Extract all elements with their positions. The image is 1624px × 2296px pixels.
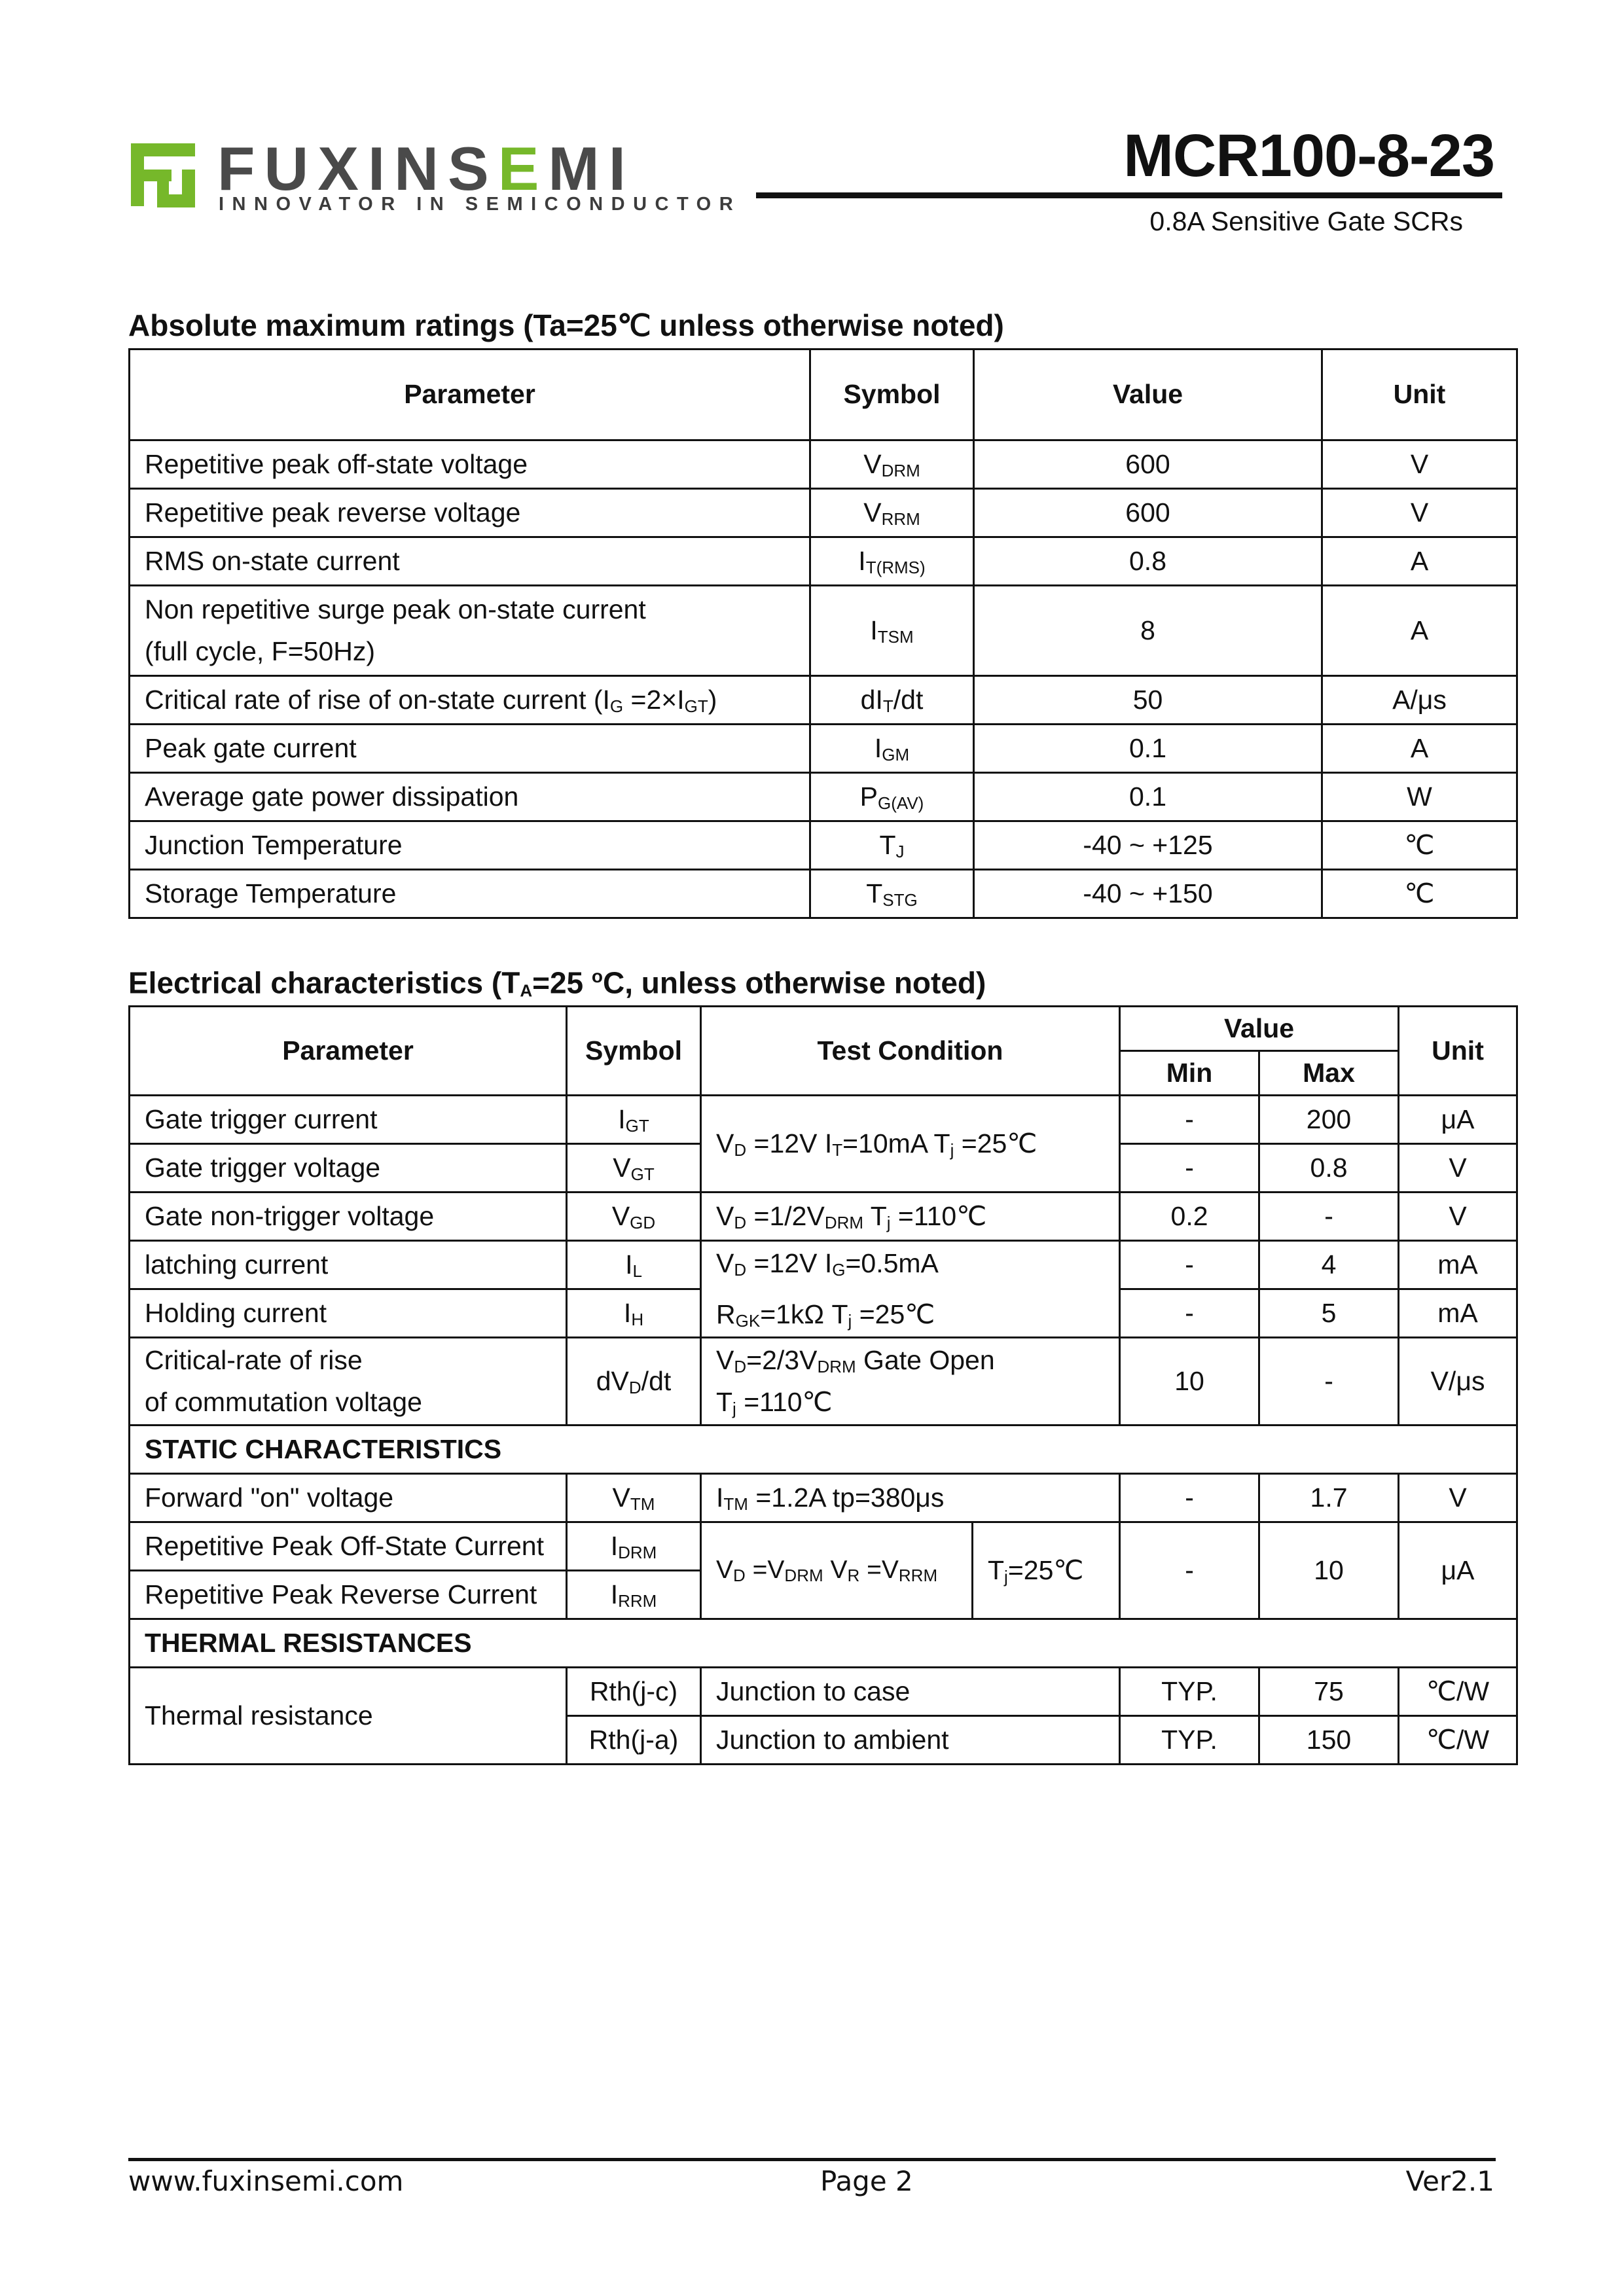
param-cell: Gate trigger current: [130, 1096, 567, 1144]
param-cell: Non repetitive surge peak on-state current (full cycle, F=50Hz): [130, 586, 810, 676]
condition-cell: $V_D =V_{DRM}$ $V_R =V_{RRM}$: [701, 1522, 973, 1619]
static-characteristics-heading: STATIC CHARACTERISTICS: [130, 1426, 1517, 1474]
symbol-cell: Rth(j-c): [567, 1668, 701, 1716]
unit-cell: μA: [1399, 1522, 1517, 1619]
symbol-cell: $I_H$: [567, 1289, 701, 1338]
symbol-cell: $V_{DRM}$: [810, 440, 974, 489]
symbol-cell: $I_L$: [567, 1241, 701, 1289]
footer-rule: [128, 2158, 1496, 2161]
unit-cell: W: [1322, 773, 1517, 821]
value-cell: 50: [974, 676, 1322, 725]
symbol-cell: $I_{GT}$: [567, 1096, 701, 1144]
section-row: [130, 1426, 1517, 1474]
param-cell: latching current: [130, 1241, 567, 1289]
max-cell: -: [1259, 1338, 1399, 1426]
col-header-max: Max: [1259, 1051, 1399, 1096]
temperature-cell: $T_j=25℃$: [973, 1522, 1120, 1619]
condition-cell: Junction to case: [701, 1668, 1120, 1716]
value-cell: 0.8: [974, 537, 1322, 586]
unit-cell: V: [1322, 489, 1517, 537]
unit-cell: ℃/W: [1399, 1668, 1517, 1716]
value-cell: 600: [974, 440, 1322, 489]
value-cell: -40 ~ +125: [974, 821, 1322, 870]
table-row: [130, 870, 1517, 918]
value-cell: 600: [974, 489, 1322, 537]
elec-table: [128, 1005, 1518, 1765]
param-cell: Holding current: [130, 1289, 567, 1338]
table-row: [130, 1193, 1517, 1241]
symbol-cell: $dI_T/dt$: [810, 676, 974, 725]
table-row: [130, 1096, 1517, 1144]
part-subtitle: 0.8A Sensitive Gate SCRs: [1149, 206, 1463, 236]
elec-title: Electrical characteristics ($T_A=25$ $^o$C, unless otherwise noted): [128, 965, 986, 1001]
min-cell: -: [1120, 1522, 1259, 1619]
header-rule: [756, 192, 1502, 198]
symbol-cell: $I_{RRM}$: [567, 1571, 701, 1619]
condition-cell: $V_D =12V$ $I_T=10mA$ $T_j$ =25℃: [701, 1096, 1120, 1193]
unit-cell: A: [1322, 537, 1517, 586]
max-cell: 75: [1259, 1668, 1399, 1716]
param-cell: Peak gate current: [130, 725, 810, 773]
symbol-cell: $V_{GD}$: [567, 1193, 701, 1241]
table-row: [130, 1338, 1517, 1426]
symbol-cell: $V_{TM}$: [567, 1474, 701, 1522]
unit-cell: V: [1322, 440, 1517, 489]
min-cell: -: [1120, 1474, 1259, 1522]
min-cell: -: [1120, 1144, 1259, 1193]
table-row: [130, 1668, 1517, 1716]
param-cell: Gate non-trigger voltage: [130, 1193, 567, 1241]
abs-max-title: Absolute maximum ratings (Ta=25℃ unless otherwise noted): [128, 308, 1004, 342]
col-header-condition: Test Condition: [701, 1007, 1120, 1096]
value-cell: 8: [974, 586, 1322, 676]
col-header-value: Value: [1120, 1007, 1399, 1051]
table-header-row: [130, 350, 1517, 440]
unit-cell: A: [1322, 586, 1517, 676]
symbol-cell: Rth(j-a): [567, 1716, 701, 1765]
min-cell: TYP.: [1120, 1668, 1259, 1716]
symbol-cell: $I_{TSM}$: [810, 586, 974, 676]
max-cell: 0.8: [1259, 1144, 1399, 1193]
param-cell: Forward "on" voltage: [130, 1474, 567, 1522]
footer-website[interactable]: www.fuxinsemi.com: [128, 2165, 404, 2197]
table-header-row: [130, 1007, 1517, 1051]
param-cell: Gate trigger voltage: [130, 1144, 567, 1193]
symbol-cell: $dV_D/dt$: [567, 1338, 701, 1426]
symbol-cell: $V_{GT}$: [567, 1144, 701, 1193]
value-cell: 0.1: [974, 773, 1322, 821]
symbol-cell: $P_{G(AV)}$: [810, 773, 974, 821]
value-cell: -40 ~ +150: [974, 870, 1322, 918]
symbol-cell: $I_{T(RMS)}$: [810, 537, 974, 586]
thermal-resistances-heading: THERMAL RESISTANCES: [130, 1619, 1517, 1668]
unit-cell: V/μs: [1399, 1338, 1517, 1426]
brand-name: FUXINSEMI: [217, 134, 635, 203]
condition-cell: $V_D =12V$ $I_G=0.5mA$ $R_{GK}=1k\Omega$ $T_j$ =25℃: [701, 1241, 1120, 1338]
min-cell: -: [1120, 1241, 1259, 1289]
unit-cell: V: [1399, 1144, 1517, 1193]
col-header-min: Min: [1120, 1051, 1259, 1096]
min-cell: -: [1120, 1096, 1259, 1144]
condition-cell: $V_D =1/2V_{DRM}$ $T_j$ =110℃: [701, 1193, 1120, 1241]
param-cell: Critical-rate of rise of commutation voltage: [130, 1338, 567, 1426]
unit-cell: ℃: [1322, 870, 1517, 918]
unit-cell: A: [1322, 725, 1517, 773]
unit-cell: A/μs: [1322, 676, 1517, 725]
max-cell: 200: [1259, 1096, 1399, 1144]
table-row: [130, 725, 1517, 773]
col-header-unit: Unit: [1399, 1007, 1517, 1096]
section-row: [130, 1619, 1517, 1668]
part-number: MCR100-8-23: [1123, 122, 1494, 189]
max-cell: 150: [1259, 1716, 1399, 1765]
table-row: [130, 1474, 1517, 1522]
param-cell: RMS on-state current: [130, 537, 810, 586]
min-cell: TYP.: [1120, 1716, 1259, 1765]
table-row: [130, 1522, 1517, 1571]
unit-cell: V: [1399, 1474, 1517, 1522]
footer-page-number: Page 2: [820, 2165, 913, 2197]
unit-cell: ℃/W: [1399, 1716, 1517, 1765]
col-header-symbol: Symbol: [810, 350, 974, 440]
param-cell: Critical rate of rise of on-state current $(I_G =2\times I_{GT})$: [130, 676, 810, 725]
table-row: [130, 586, 1517, 676]
logo-mark-icon: [131, 143, 203, 209]
table-row: [130, 489, 1517, 537]
col-header-parameter: Parameter: [130, 350, 810, 440]
col-header-value: Value: [974, 350, 1322, 440]
col-header-parameter: Parameter: [130, 1007, 567, 1096]
table-row: [130, 1241, 1517, 1289]
symbol-cell: $I_{DRM}$: [567, 1522, 701, 1571]
table-row: [130, 676, 1517, 725]
symbol-cell: $T_J$: [810, 821, 974, 870]
min-cell: 10: [1120, 1338, 1259, 1426]
table-row: [130, 821, 1517, 870]
param-cell: Thermal resistance: [130, 1668, 567, 1765]
condition-cell: $V_D=2/3V_{DRM}$ Gate Open $T_j$ =110℃: [701, 1338, 1120, 1426]
condition-cell: Junction to ambient: [701, 1716, 1120, 1765]
condition-cell: $I_{TM} =1.2A$ tp=380μs: [701, 1474, 1120, 1522]
param-cell: Storage Temperature: [130, 870, 810, 918]
footer-version: Ver2.1: [1405, 2165, 1494, 2197]
param-cell: Repetitive peak off-state voltage: [130, 440, 810, 489]
table-row: [130, 773, 1517, 821]
param-cell: Junction Temperature: [130, 821, 810, 870]
max-cell: -: [1259, 1193, 1399, 1241]
brand-tagline: INNOVATOR IN SEMICONDUCTOR: [219, 194, 742, 215]
param-cell: Repetitive peak reverse voltage: [130, 489, 810, 537]
max-cell: 10: [1259, 1522, 1399, 1619]
col-header-unit: Unit: [1322, 350, 1517, 440]
param-cell: Average gate power dissipation: [130, 773, 810, 821]
unit-cell: mA: [1399, 1241, 1517, 1289]
param-cell: Repetitive Peak Off-State Current: [130, 1522, 567, 1571]
min-cell: 0.2: [1120, 1193, 1259, 1241]
symbol-cell: $I_{GM}$: [810, 725, 974, 773]
table-row: [130, 537, 1517, 586]
value-cell: 0.1: [974, 725, 1322, 773]
max-cell: 5: [1259, 1289, 1399, 1338]
min-cell: -: [1120, 1289, 1259, 1338]
table-row: [130, 440, 1517, 489]
param-cell: Repetitive Peak Reverse Current: [130, 1571, 567, 1619]
unit-cell: mA: [1399, 1289, 1517, 1338]
max-cell: 1.7: [1259, 1474, 1399, 1522]
unit-cell: μA: [1399, 1096, 1517, 1144]
symbol-cell: $T_{STG}$: [810, 870, 974, 918]
brand-logo: [131, 134, 742, 215]
symbol-cell: $V_{RRM}$: [810, 489, 974, 537]
col-header-symbol: Symbol: [567, 1007, 701, 1096]
unit-cell: ℃: [1322, 821, 1517, 870]
max-cell: 4: [1259, 1241, 1399, 1289]
unit-cell: V: [1399, 1193, 1517, 1241]
abs-max-table: [128, 348, 1518, 919]
